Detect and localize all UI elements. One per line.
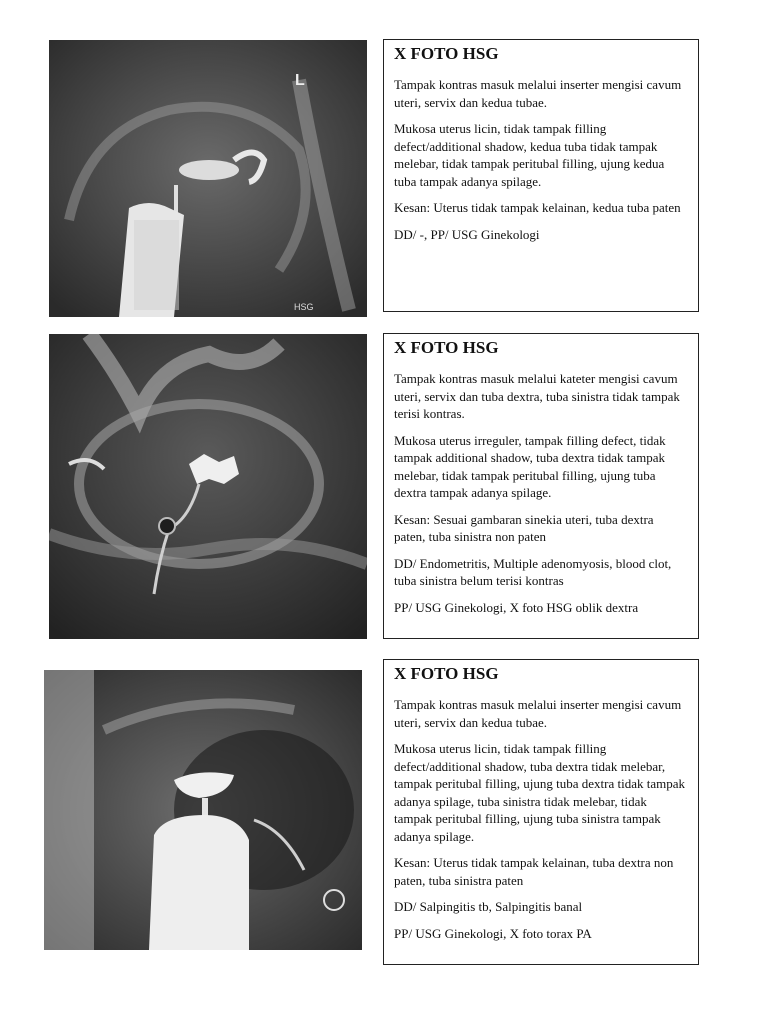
report-mucosa: Mukosa uterus licin, tidak tampak filling defect/additional shadow, kedua tuba tidak tampak melebar, tidak tampak peritubal filling, ujung kedua tuba tampak adanya spilage. bbox=[394, 121, 665, 189]
report-card-3 bbox=[383, 659, 699, 965]
report-findings: Tampak kontras masuk melalui kateter mengisi cavum uteri, servix dan tuba dextra, tuba sinistra tidak tampak terisi kontras. bbox=[394, 371, 680, 421]
report-title: X FOTO HSG bbox=[394, 664, 499, 683]
report-impression: Kesan: Sesuai gambaran sinekia uteri, tuba dextra paten, tuba sinistra non paten bbox=[394, 511, 654, 544]
report-findings: Tampak kontras masuk melalui inserter mengisi cavum uteri, servix dan kedua tubae. bbox=[394, 77, 682, 110]
report-recommendation: PP/ USG Ginekologi, X foto HSG oblik dextra bbox=[394, 599, 639, 615]
hsg-xray-image-1 bbox=[49, 40, 367, 317]
report-title: X FOTO HSG bbox=[394, 44, 499, 63]
hsg-xray-image-3 bbox=[44, 670, 362, 950]
report-mucosa: Mukosa uterus irreguler, tampak filling defect, tidak tampak additional shadow, tuba dextra tidak tampak melebar, tidak tampak peritubal filling, ujung tuba dextra tampak adanya spilage. bbox=[394, 432, 666, 500]
report-impression: Kesan: Uterus tidak tampak kelainan, kedua tuba paten bbox=[394, 200, 681, 215]
report-card-2 bbox=[383, 333, 699, 639]
film-label: HSG bbox=[294, 302, 314, 312]
report-mucosa: Mukosa uterus licin, tidak tampak filling defect/additional shadow, tuba dextra tidak melebar, tampak peritubal filling, ujung tuba dextra tidak tampak adanya spilage, tuba sinistra tidak melebar, tidak tampak peritubal filling, ujung tuba sinistra tampak adanya spilage. bbox=[394, 741, 685, 844]
laterality-marker: L bbox=[295, 72, 305, 89]
report-card-1 bbox=[383, 39, 699, 312]
report-recommendation: PP/ USG Ginekologi, X foto torax PA bbox=[394, 925, 592, 941]
report-title: X FOTO HSG bbox=[394, 338, 499, 357]
hsg-xray-image-2 bbox=[49, 334, 367, 639]
report-impression: Kesan: Uterus tidak tampak kelainan, tuba dextra non paten, tuba sinistra paten bbox=[394, 855, 674, 888]
report-differential: DD/ Salpingitis tb, Salpingitis banal bbox=[394, 899, 583, 914]
report-findings: Tampak kontras masuk melalui inserter mengisi cavum uteri, servix dan kedua tubae. bbox=[394, 697, 682, 730]
report-recommendation: DD/ -, PP/ USG Ginekologi bbox=[394, 226, 540, 242]
report-differential: DD/ Endometritis, Multiple adenomyosis, blood clot, tuba sinistra belum terisi kontras bbox=[394, 555, 672, 588]
